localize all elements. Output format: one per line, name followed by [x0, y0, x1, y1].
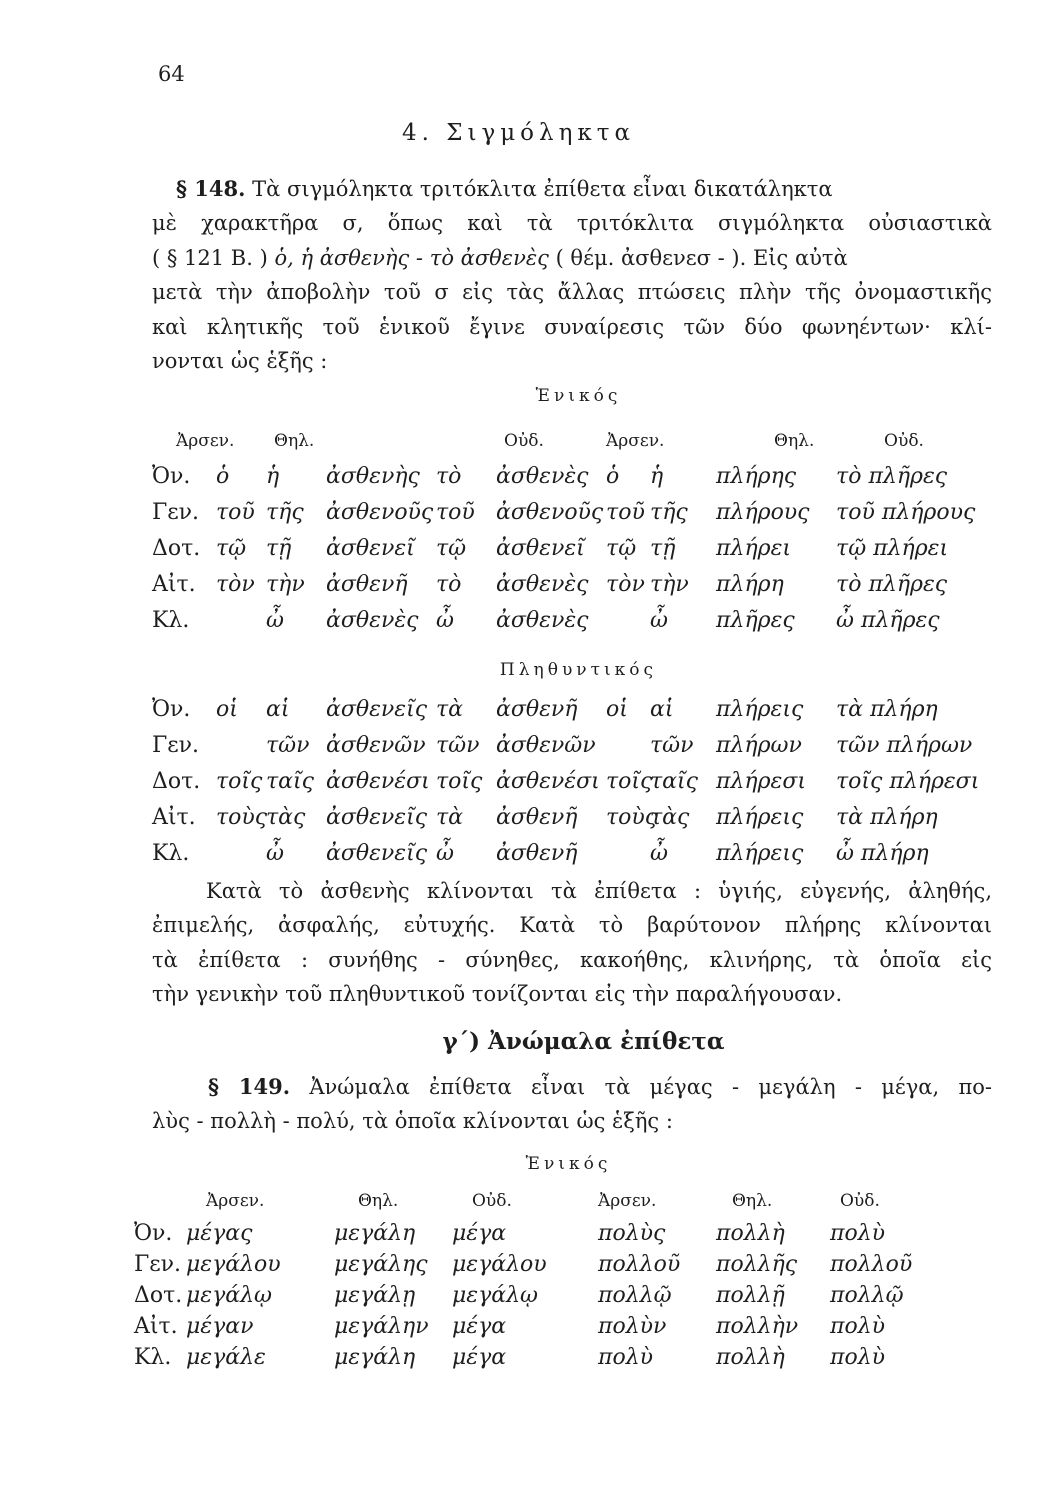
table-row	[152, 494, 992, 530]
table-row	[152, 566, 992, 602]
masc-article	[606, 727, 650, 763]
masc-article: τὸν	[216, 571, 255, 597]
adjective-form: ἀσθενὲς	[496, 463, 589, 489]
adjective-form: ἀσθενέσι	[326, 768, 430, 794]
paragraph-148-line-6: νονται ὡς ἑξῆς :	[152, 349, 328, 374]
masc-article	[216, 727, 266, 763]
table-row	[134, 1311, 924, 1342]
masc-article: ὁ	[606, 463, 620, 489]
fem-form: μεγάλην	[334, 1314, 429, 1339]
fem-article: τὴν	[650, 571, 689, 597]
header-feminine-2: Θηλ.	[774, 431, 815, 451]
masc-article: οἱ	[216, 696, 238, 722]
fem-article: τῇ	[650, 535, 676, 561]
neut-form: ὦ πλῆρες	[836, 607, 940, 633]
adjective-form: ἀσθενῆ	[496, 804, 578, 830]
fem-form: μεγάλης	[334, 1252, 428, 1277]
masc-article: τῷ	[606, 535, 637, 561]
t2-header-feminine-2: Θηλ.	[732, 1191, 773, 1211]
neut-form: τὰ πλήρη	[836, 696, 938, 722]
note-paragraph	[152, 874, 992, 1012]
paragraph-149	[152, 1070, 992, 1139]
table-row	[152, 799, 992, 835]
fem-form: πολλῇ	[716, 1283, 785, 1308]
paragraph-149-line-1: § 149. Ἀνώμαλα ἐπίθετα εἶναι τὰ μέγας - μεγάλη - μέγα, πο-	[208, 1074, 992, 1099]
adjective-form: πλήρεις	[716, 804, 804, 830]
table-row	[152, 602, 992, 638]
fem-article: τὰς	[650, 804, 690, 830]
adjective-form: πλήρους	[716, 499, 810, 525]
declension-table-singular	[152, 424, 992, 638]
adjective-form: ἀσθενῶν	[496, 732, 596, 758]
masc-article: τῷ	[216, 535, 247, 561]
fem-article: ὦ	[650, 607, 668, 633]
masc-article	[216, 602, 266, 638]
masc-article: τοῖς	[216, 768, 263, 794]
table-row	[134, 1280, 924, 1311]
masc-article	[606, 602, 650, 638]
neut-form: τὸ πλῆρες	[836, 571, 948, 597]
adjective-form: πλῆρες	[716, 607, 795, 633]
fem-form: πολλῆς	[716, 1252, 798, 1277]
fem-form: πολλὴ	[716, 1345, 785, 1370]
paragraph-148-line-1: § 148. Τὰ σιγμόληκτα τριτόκλιτα ἐπίθετα εἶναι δικατάληκτα	[176, 176, 833, 201]
header-masculine: Ἀρσεν.	[176, 431, 235, 451]
note-line-1: Κατὰ τὸ ἀσθενὴς κλίνονται τὰ ἐπίθετα : ὑγιής, εὐγενής, ἀληθής,	[206, 879, 992, 903]
neut-form: τοῦ πλήρους	[836, 499, 976, 525]
case-label: Ὀν.	[152, 696, 191, 722]
table-row	[152, 763, 992, 799]
adjective-form: πλήρεις	[716, 696, 804, 722]
neut-form: πολὺ	[830, 1314, 886, 1339]
neut-form: τὸ πλῆρες	[836, 463, 948, 489]
adjective-form: πλήρεις	[716, 840, 804, 866]
note-line-2: ἐπιμελής, ἀσφαλής, εὐτυχής. Κατὰ τὸ βαρύτονον πλήρης κλίνονται	[152, 913, 992, 938]
neut-article: τοῖς	[436, 768, 483, 794]
t2-header-masculine-2: Ἀρσεν.	[598, 1191, 657, 1211]
masc-form: μέγαν	[186, 1314, 254, 1339]
neut-form: πολλοῦ	[830, 1252, 913, 1277]
table2-header-row	[134, 1184, 924, 1218]
adjective-form: ἀσθενοῦς	[326, 499, 434, 525]
fem-article: τὰς	[266, 804, 306, 830]
adjective-form: ἀσθενέσι	[496, 768, 600, 794]
masc-article	[606, 835, 650, 871]
masc-article: τοὺς	[606, 804, 658, 830]
case-label: Δοτ.	[152, 535, 201, 561]
fem-article: ἡ	[266, 463, 280, 489]
case-label: Κλ.	[134, 1345, 172, 1370]
adjective-form: ἀσθενῶν	[326, 732, 426, 758]
fem-article: τῶν	[266, 732, 310, 758]
neut-article: τὰ	[436, 804, 464, 830]
neut-form: τῷ πλήρει	[836, 535, 949, 561]
fem-form: πολλὴ	[716, 1221, 785, 1246]
adjective-form: ἀσθενεῖς	[326, 804, 428, 830]
neut-form: μέγα	[452, 1314, 507, 1339]
fem-article: ὦ	[650, 840, 668, 866]
header-feminine: Θηλ.	[274, 431, 315, 451]
fem-article: τῆς	[266, 499, 304, 525]
case-label: Κλ.	[152, 840, 190, 866]
table-row	[134, 1249, 924, 1280]
neut-form: ὦ πλήρη	[836, 840, 929, 866]
caption-singular-2: Ἑνικός	[525, 1154, 612, 1174]
case-label: Δοτ.	[152, 768, 201, 794]
neut-form: μεγάλου	[452, 1252, 547, 1277]
table-row	[152, 530, 992, 566]
section-sign-148: § 148.	[176, 176, 246, 201]
fem-form: πολλὴν	[716, 1314, 799, 1339]
paragraph-148-line-3: ( § 121 Β. ) ὁ, ἡ ἀσθενὴς - τὸ ἀσθενὲς ( θέμ. ἀσθενεσ - ). Εἰς αὐτὰ	[152, 245, 848, 270]
paragraph-148-line-4: μετὰ τὴν ἀποβολὴν τοῦ σ εἰς τὰς ἄλλας πτώσεις πλὴν τῆς ὀνομαστικῆς	[152, 280, 992, 305]
neut-article: τῶν	[436, 732, 480, 758]
fem-article: ταῖς	[650, 768, 698, 794]
masc-article	[216, 835, 266, 871]
t2-header-neuter-2: Οὐδ.	[840, 1191, 880, 1211]
neut-form: τοῖς πλήρεσι	[836, 768, 980, 794]
adjective-form: ἀσθενὲς	[496, 571, 589, 597]
case-label: Αἰτ.	[152, 804, 196, 830]
adjective-form: ἀσθενῆ	[496, 696, 578, 722]
adjective-form: ἀσθενεῖς	[326, 696, 428, 722]
adjective-form: ἀσθενεῖ	[496, 535, 585, 561]
masc-form: πολὺν	[598, 1314, 667, 1339]
section-sign-149: § 149.	[208, 1074, 291, 1099]
neut-form: μέγα	[452, 1221, 507, 1246]
paragraph-148-line-2: μὲ χαρακτῆρα σ, ὅπως καὶ τὰ τριτόκλιτα σιγμόληκτα οὐσιαστικὰ	[152, 211, 992, 236]
table-row	[152, 835, 992, 871]
adjective-form: ἀσθενὴς	[326, 463, 420, 489]
adjective-form: πλήρη	[716, 571, 784, 597]
fem-form: μεγάλῃ	[334, 1283, 416, 1308]
masc-form: μεγάλῳ	[186, 1283, 272, 1308]
masc-article: τὸν	[606, 571, 645, 597]
neut-article: τῷ	[436, 535, 467, 561]
t2-header-case	[134, 1184, 186, 1218]
masc-form: μεγάλε	[186, 1345, 266, 1370]
heading-irregular-adjectives: γ΄) Ἀνώμαλα ἐπίθετα	[442, 1028, 725, 1055]
note-line-4: τὴν γενικὴν τοῦ πληθυντικοῦ τονίζονται εἰς τὴν παραλήγουσαν.	[152, 982, 843, 1007]
adjective-form: πλήρεσι	[716, 768, 806, 794]
case-label: Γεν.	[134, 1252, 182, 1277]
masc-article: τοῦ	[216, 499, 255, 525]
case-label: Ὀν.	[134, 1221, 173, 1246]
adjective-form: ἀσθενεῖ	[326, 535, 415, 561]
note-line-3: τὰ ἐπίθετα : συνήθης - σύνηθες, κακοήθης, κλινήρης, τὰ ὁποῖα εἰς	[152, 947, 992, 972]
masc-form: πολλῷ	[598, 1283, 672, 1308]
neut-article: ὦ	[436, 607, 454, 633]
t2-header-feminine: Θηλ.	[358, 1191, 399, 1211]
fem-article: τῆς	[650, 499, 688, 525]
neut-article: τὸ	[436, 463, 462, 489]
masc-form: μέγας	[186, 1221, 253, 1246]
table-row	[134, 1342, 924, 1373]
header-neuter-2: Οὐδ.	[884, 431, 924, 451]
case-label: Ὀν.	[152, 463, 191, 489]
caption-plural: Πληθυντικός	[499, 660, 658, 680]
case-label: Δοτ.	[134, 1283, 183, 1308]
masc-form: πολὺς	[598, 1221, 666, 1246]
adjective-form: ἀσθενεῖς	[326, 840, 428, 866]
fem-article: ὦ	[266, 840, 284, 866]
neut-form: πολλῷ	[830, 1283, 904, 1308]
neut-article: ὦ	[436, 840, 454, 866]
masc-form: πολὺ	[598, 1345, 654, 1370]
case-label: Γεν.	[152, 499, 200, 525]
adjective-form: πλήρει	[716, 535, 791, 561]
adjective-form: ἀσθενὲς	[496, 607, 589, 633]
adjective-form: πλήρης	[716, 463, 797, 489]
section-title: 4. Σιγμόληκτα	[401, 120, 636, 146]
neut-form: μεγάλῳ	[452, 1283, 538, 1308]
masc-article: τοὺς	[216, 804, 268, 830]
t2-header-neuter: Οὐδ.	[472, 1191, 512, 1211]
fem-article: αἱ	[266, 696, 290, 722]
case-label: Γεν.	[152, 732, 200, 758]
header-neuter: Οὐδ.	[504, 431, 544, 451]
neut-form: πολὺ	[830, 1345, 886, 1370]
table-row	[152, 691, 992, 727]
masc-article: οἱ	[606, 696, 628, 722]
paragraph-148	[152, 172, 992, 378]
neut-form: τὰ πλήρη	[836, 804, 938, 830]
caption-singular: Ἑνικός	[535, 386, 622, 406]
masc-article: τοῦ	[606, 499, 645, 525]
fem-article: τῶν	[650, 732, 694, 758]
fem-form: μεγάλη	[334, 1221, 416, 1246]
neut-form: μέγα	[452, 1345, 507, 1370]
case-label: Αἰτ.	[134, 1314, 178, 1339]
adjective-form: πλήρων	[716, 732, 802, 758]
fem-article: τῇ	[266, 535, 292, 561]
adjective-form: ἀσθενῆ	[496, 840, 578, 866]
masc-article: τοῖς	[606, 768, 653, 794]
neut-article: τὸ	[436, 571, 462, 597]
table-row	[152, 458, 992, 494]
header-masculine-2: Ἀρσεν.	[606, 431, 665, 451]
paragraph-148-line-5: καὶ κλητικῆς τοῦ ἑνικοῦ ἔγινε συναίρεσις τῶν δύο φωνηέντων· κλί-	[152, 314, 992, 339]
declension-table-plural	[152, 691, 992, 871]
table-row	[152, 727, 992, 763]
adjective-form: ἀσθενὲς	[326, 607, 419, 633]
paragraph-149-line-2: λὺς - πολλὴ - πολύ, τὰ ὁποῖα κλίνονται ὡς ἑξῆς :	[152, 1109, 673, 1134]
t2-header-masculine: Ἀρσεν.	[206, 1191, 265, 1211]
page-number: 64	[158, 62, 185, 86]
fem-form: μεγάλη	[334, 1345, 416, 1370]
masc-article: ὁ	[216, 463, 230, 489]
adjective-form: ἀσθενοῦς	[496, 499, 604, 525]
fem-article: ταῖς	[266, 768, 314, 794]
fem-article: αἱ	[650, 696, 674, 722]
irregular-declension-table	[134, 1184, 924, 1373]
neut-form: τῶν πλήρων	[836, 732, 973, 758]
table-row	[134, 1218, 924, 1249]
case-label: Κλ.	[152, 607, 190, 633]
fem-article: ἡ	[650, 463, 664, 489]
adjective-form: ἀσθενῆ	[326, 571, 408, 597]
neut-article: τοῦ	[436, 499, 475, 525]
neut-form: πολὺ	[830, 1221, 886, 1246]
masc-form: πολλοῦ	[598, 1252, 681, 1277]
fem-article: τὴν	[266, 571, 305, 597]
table-header-row	[152, 424, 992, 458]
masc-form: μεγάλου	[186, 1252, 281, 1277]
fem-article: ὦ	[266, 607, 284, 633]
case-label: Αἰτ.	[152, 571, 196, 597]
neut-article: τὰ	[436, 696, 464, 722]
